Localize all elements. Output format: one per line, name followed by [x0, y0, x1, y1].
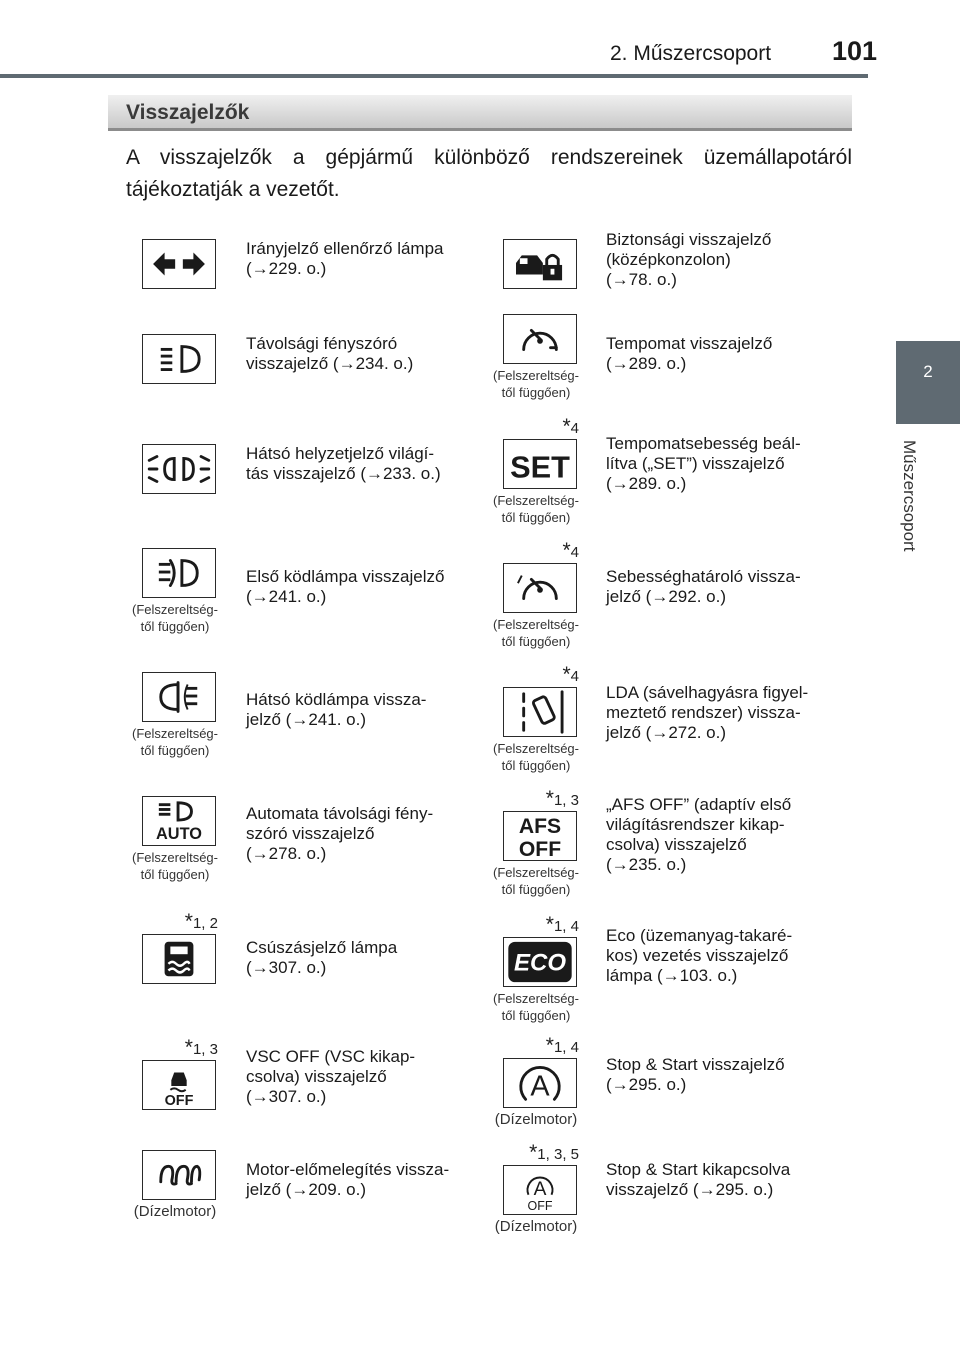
indicator-description: VSC OFF (VSC kikap- csolva) visszajelző (→307. o.) — [246, 1047, 416, 1106]
footnote-marker: *1, 4 — [545, 913, 579, 936]
svg-text:AUTO: AUTO — [156, 825, 202, 844]
vsc-off-icon — [142, 1060, 216, 1110]
eco-icon — [503, 937, 577, 987]
svg-text:SET: SET — [510, 449, 570, 485]
cruise-control-icon — [503, 314, 577, 364]
footnote-marker: *4 — [562, 663, 579, 686]
indicator-description: Hátsó ködlámpa vissza- jelző (→241. o.) — [246, 690, 427, 729]
equipment-note: (Dízelmotor) — [494, 1218, 578, 1235]
footnote-marker: *1, 4 — [545, 1034, 579, 1057]
equipment-note: (Dízelmotor) — [133, 1203, 217, 1220]
chapter-tab — [896, 341, 960, 424]
chapter-tab-number: 2 — [923, 362, 933, 381]
indicator-description: Hátsó helyzetjelző világí- tás visszajelző (→233. o.) — [246, 444, 441, 483]
equipment-note: (Dízelmotor) — [494, 1111, 578, 1128]
indicator-description: Stop & Start visszajelző (→295. o.) — [606, 1055, 785, 1094]
indicator-description: LDA (sávelhagyásra figyel- meztető rendszer) vissza- jelző (→272. o.) — [606, 683, 809, 742]
svg-text:OFF: OFF — [164, 1093, 194, 1109]
equipment-note: (Felszereltség- től függően) — [132, 850, 218, 882]
svg-text:A: A — [533, 1178, 547, 1200]
equipment-note: (Felszereltség- től függően) — [493, 493, 579, 525]
header-title: 2. Műszercsoport — [610, 42, 772, 65]
stop-start-off-icon — [503, 1165, 577, 1215]
indicator-description: Motor-előmelegítés vissza- jelző (→209. o.) — [246, 1160, 450, 1199]
section-heading-text: Visszajelzők — [126, 101, 250, 124]
stop-start-icon — [503, 1058, 577, 1108]
indicator-description: Automata távolsági fény- szóró visszajelző (→278. o.) — [246, 804, 434, 863]
equipment-note: (Felszereltség- től függően) — [132, 602, 218, 634]
equipment-note: (Felszereltség- től függően) — [493, 991, 579, 1023]
high-beam-icon — [142, 334, 216, 384]
section-heading — [108, 95, 852, 131]
chapter-tab-label-text: Műszercsoport — [900, 440, 919, 552]
intro-paragraph: A visszajelzők a gépjármű különböző rendszereinek üzemállapotáról tájékoztatják a vezetőt. — [126, 146, 852, 201]
svg-text:ECO: ECO — [513, 949, 567, 977]
indicator-description: Tempomat visszajelző (→289. o.) — [606, 334, 773, 373]
equipment-note: (Felszereltség- től függően) — [132, 726, 218, 758]
footnote-marker: *1, 3, 5 — [529, 1141, 579, 1164]
front-fog-icon — [142, 548, 216, 598]
cruise-set-icon — [503, 439, 577, 489]
indicator-description: Sebességhatároló vissza- jelző (→292. o.) — [606, 567, 801, 606]
page-number: 101 — [832, 36, 878, 66]
speed-limiter-icon — [503, 563, 577, 613]
svg-text:OFF: OFF — [527, 1199, 553, 1214]
rear-fog-icon — [142, 672, 216, 722]
indicator-description: Biztonsági visszajelző (középkonzolon) (→78. o.) — [606, 230, 772, 289]
indicator-description: Első ködlámpa visszajelző (→241. o.) — [246, 567, 445, 606]
chapter-tab-label — [895, 440, 929, 590]
svg-text:A: A — [530, 1070, 550, 1103]
indicator-description: Eco (üzemanyag-takaré- kos) vezetés visszajelző lámpa (→103. o.) — [606, 926, 793, 985]
indicator-description: Irányjelző ellenőrző lámpa (→229. o.) — [246, 239, 444, 278]
glow-plug-icon — [142, 1150, 216, 1200]
indicator-description: Tempomatsebesség beál- lítva („SET”) visszajelző (→289. o.) — [606, 434, 801, 493]
equipment-note: (Felszereltség- től függően) — [493, 741, 579, 773]
security-icon — [503, 239, 577, 289]
slip-indicator-icon — [142, 934, 216, 984]
auto-high-beam-icon — [142, 796, 216, 846]
equipment-note: (Felszereltség- től függően) — [493, 368, 579, 400]
indicator-description: Csúszásjelző lámpa (→307. o.) — [246, 938, 398, 977]
equipment-note: (Felszereltség- től függően) — [493, 617, 579, 649]
indicator-description: Távolsági fényszóró visszajelző (→234. o.) — [246, 334, 414, 373]
footnote-marker: *1, 3 — [545, 787, 579, 810]
equipment-note: (Felszereltség- től függően) — [493, 865, 579, 897]
svg-text:AFS: AFS — [518, 815, 562, 839]
footnote-marker: *4 — [562, 539, 579, 562]
afs-off-icon — [503, 811, 577, 861]
header-rule — [0, 74, 868, 78]
footnote-marker: *1, 2 — [184, 910, 218, 933]
lda-icon — [503, 687, 577, 737]
tail-light-icon — [142, 444, 216, 494]
footnote-marker: *4 — [562, 415, 579, 438]
turn-signal-icon — [142, 239, 216, 289]
footnote-marker: *1, 3 — [184, 1036, 218, 1059]
indicator-description: Stop & Start kikapcsolva visszajelző (→295. o.) — [606, 1160, 791, 1199]
indicator-description: „AFS OFF” (adaptív első világításrendszer kikap- csolva) visszajelző (→235. o.) — [606, 795, 792, 874]
svg-text:OFF: OFF — [518, 838, 562, 860]
